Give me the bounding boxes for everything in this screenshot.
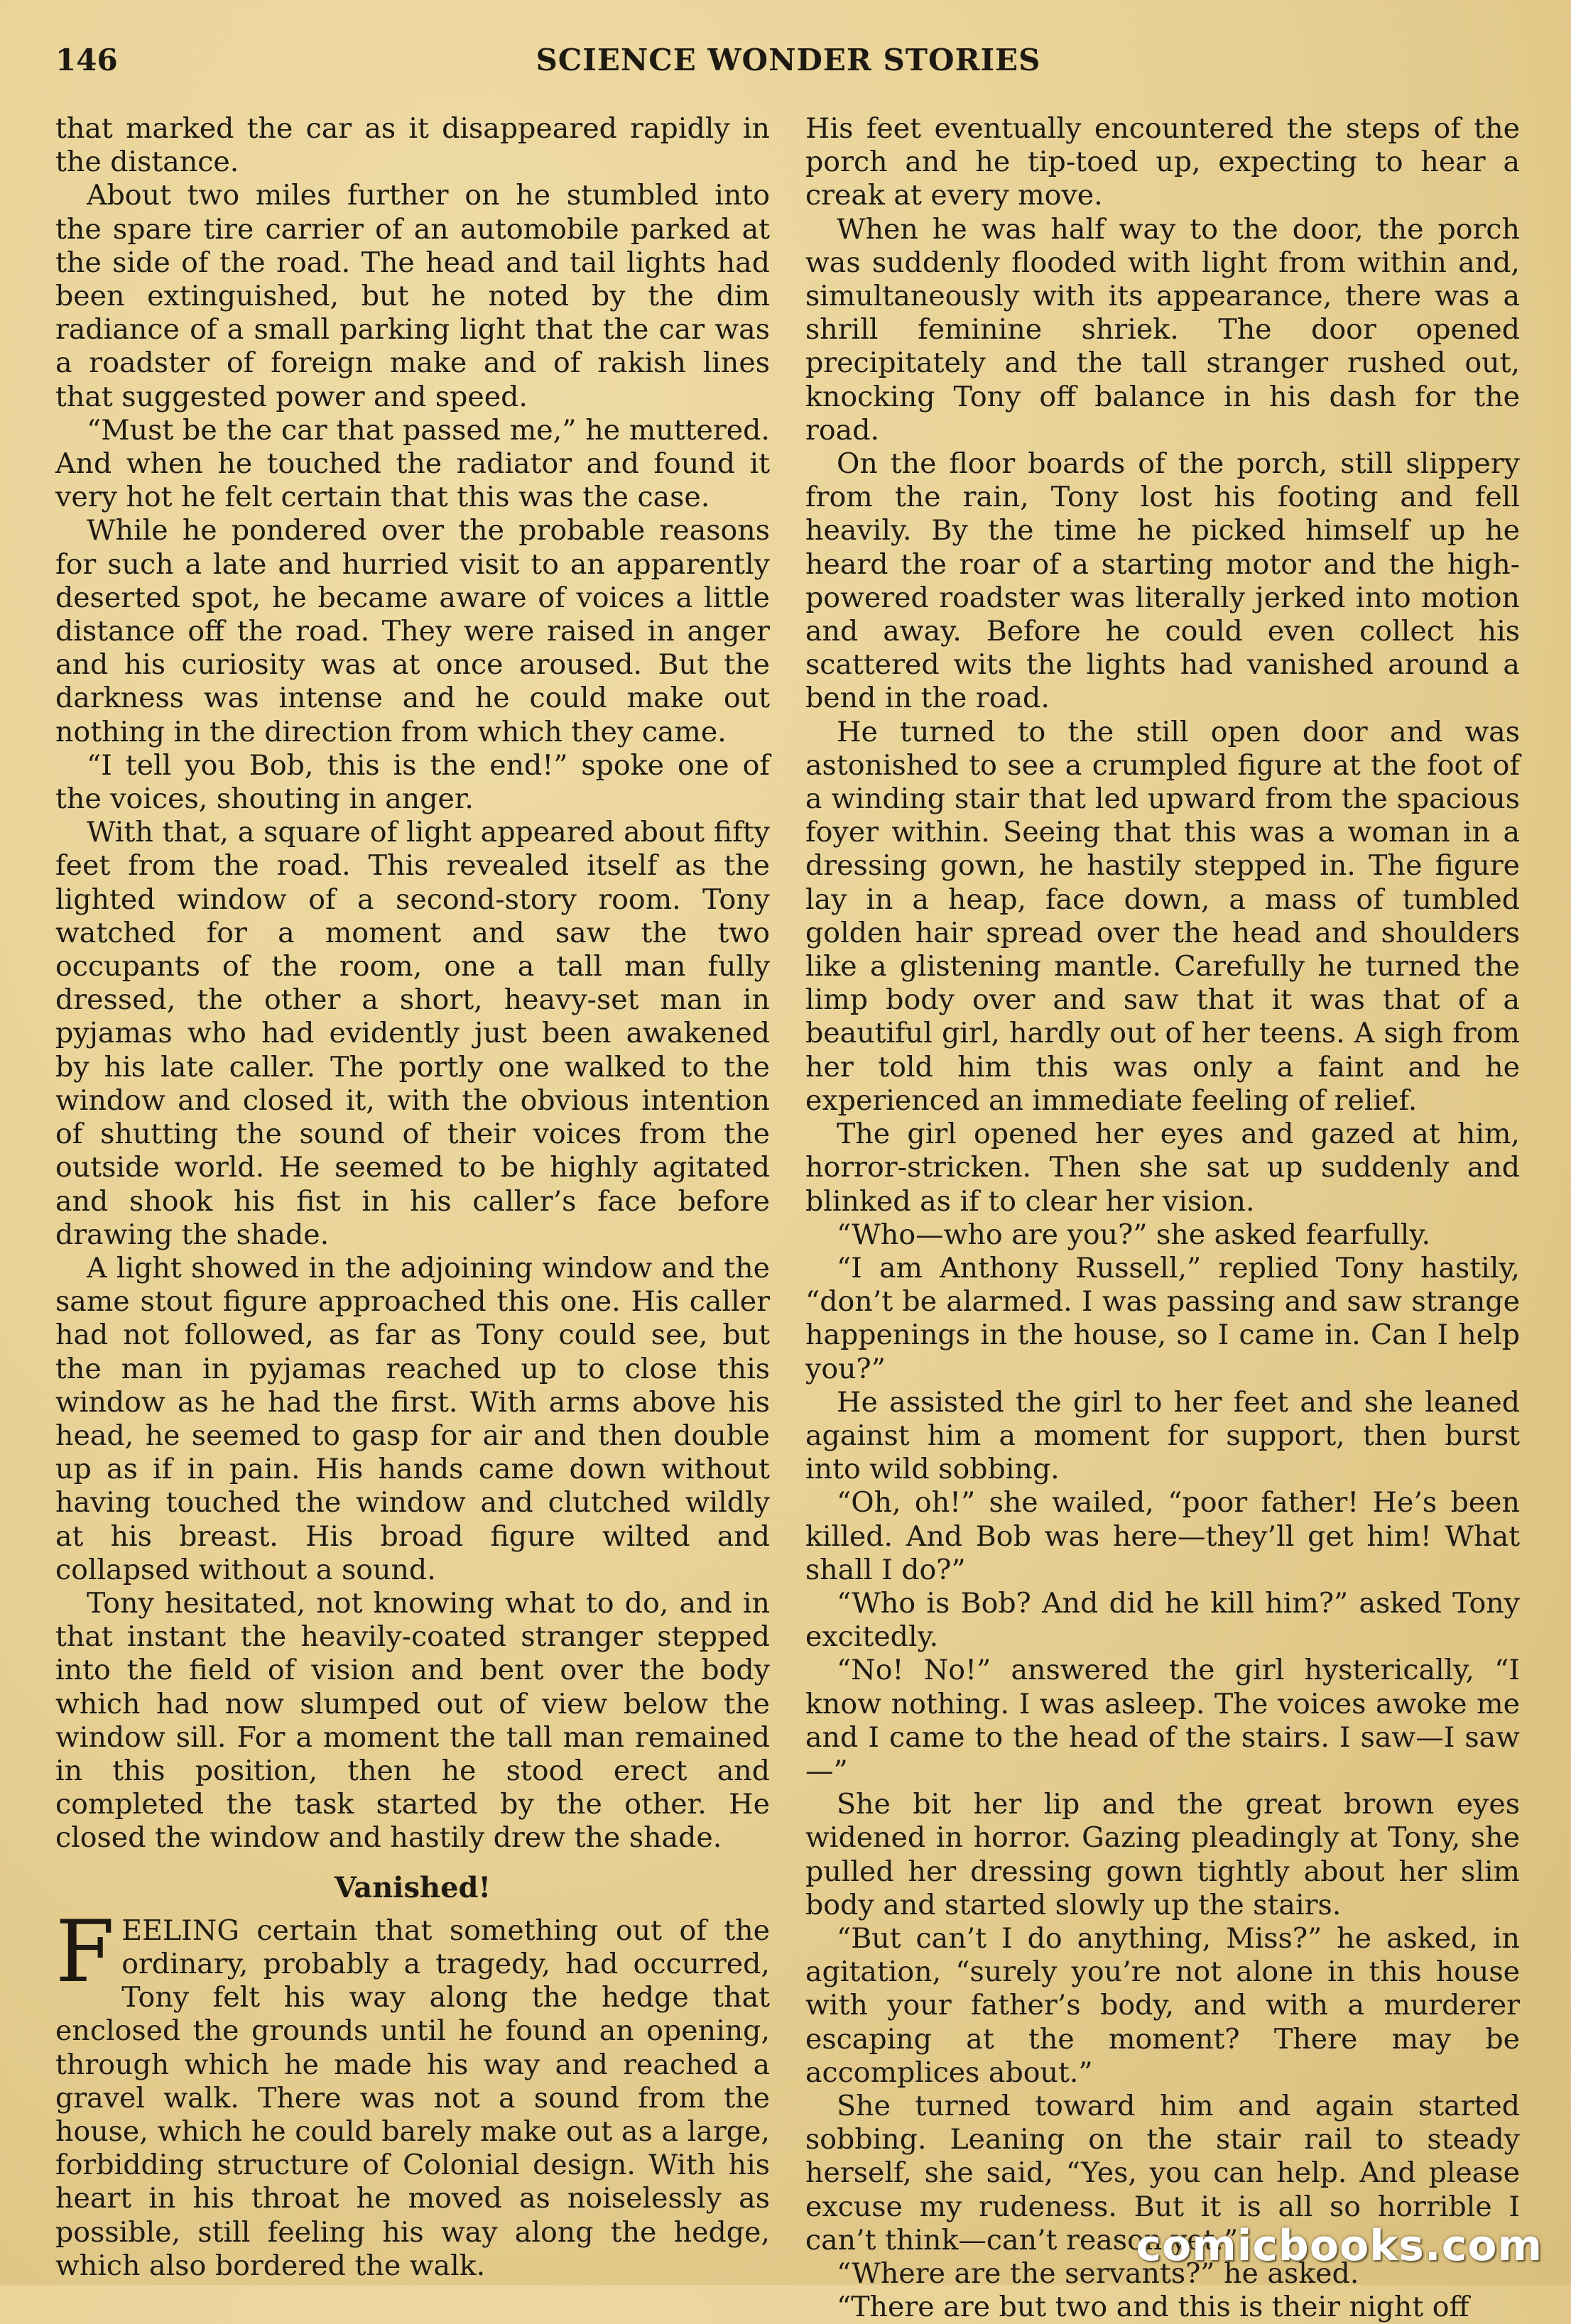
drop-cap: F bbox=[55, 1902, 115, 2002]
paragraph: that marked the car as it disappeared rapidly in the distance. bbox=[55, 112, 770, 179]
paragraph: “But can’t I do anything, Miss?” he asked, in agitation, “surely you’re not alone in this house with your father’s body, and with a murderer escaping at the moment? There may be accomplices about.” bbox=[805, 1921, 1520, 2089]
paragraph: While he pondered over the probable reasons for such a late and hurried visit to an apparently deserted spot, he became aware of voices a little distance off the road. They were raised in anger and his curiosity was at once aroused. But the darkness was intense and he could make out nothing in the direction from which they came. bbox=[55, 514, 770, 748]
paragraph: About two miles further on he stumbled into the spare tire carrier of an automobile parked at the side of the road. The head and tail lights had been extinguished, but he noted by the dim radiance of a small parking light that the car was a roadster of foreign make and of rakish lines that suggested power and speed. bbox=[55, 179, 770, 413]
paragraph: “No! No!” answered the girl hysterically, “I know nothing. I was asleep. The voices awoke me and I came to the head of the stairs. I saw—I saw—” bbox=[805, 1654, 1520, 1787]
paragraph: On the floor boards of the porch, still slippery from the rain, Tony lost his footing and fell heavily. By the time he picked himself up he heard the roar of a starting motor and the high-powered roadster was literally jerked into motion and away. Before he could even collect his scattered wits the lights had vanished around a bend in the road. bbox=[805, 447, 1520, 715]
left-column bbox=[55, 112, 770, 2283]
watermark-logo: comicbooks.com bbox=[1136, 2221, 1543, 2271]
paragraph: When he was half way to the door, the porch was suddenly flooded with light from within and, simultaneously with its appearance, there was a shrill feminine shriek. The door opened precipitately and the tall stranger rushed out, knocking Tony off balance in his dash for the road. bbox=[805, 212, 1520, 447]
paragraph: He turned to the still open door and was astonished to see a crumpled figure at the foot of a winding stair that led upward from the spacious foyer within. Seeing that this was a woman in a dressing gown, he hastily stepped in. The figure lay in a heap, face down, a mass of tumbled golden hair spread over the head and shoulders like a glistening mantle. Carefully he turned the limp body over and saw that it was that of a beautiful girl, hardly out of her teens. A sigh from her told him this was only a faint and he experienced an immediate feeling of relief. bbox=[805, 715, 1520, 1117]
dropcap-paragraph bbox=[55, 1902, 770, 2283]
paragraph: “I am Anthony Russell,” replied Tony hastily, “don’t be alarmed. I was passing and saw strange happenings in the house, so I came in. Can I help you?” bbox=[805, 1251, 1520, 1385]
paragraph: With that, a square of light appeared about fifty feet from the road. This revealed itself as the lighted window of a second-story room. Tony watched for a moment and saw the two occupants of the room, one a tall man fully dressed, the other a short, heavy-set man in pyjamas who had evidently just been awakened by his late caller. The portly one walked to the window and closed it, with the obvious intention of shutting the sound of their voices from the outside world. He seemed to be highly agitated and shook his fist in his caller’s face before drawing the shade. bbox=[55, 816, 770, 1251]
paragraph: “Who—who are you?” she asked fearfully. bbox=[837, 1218, 1431, 1251]
paragraph: “There are but two and this is their night off bbox=[837, 2291, 1469, 2324]
paragraph: The girl opened her eyes and gazed at him, horror-stricken. Then she sat up suddenly and blinked as if to clear her vision. bbox=[805, 1118, 1520, 1218]
paragraph: “Where are the servants?” he asked. bbox=[837, 2257, 1359, 2290]
paragraph: “Oh, oh!” she wailed, “poor father! He’s been killed. And Bob was here—they’ll get him! What shall I do?” bbox=[805, 1486, 1520, 1586]
paragraph: “Must be the car that passed me,” he muttered. And when he touched the radiator and found it very hot he felt certain that this was the case. bbox=[55, 413, 770, 514]
section-subhead: Vanished! bbox=[334, 1870, 491, 1904]
paragraph: She bit her lip and the great brown eyes widened in horror. Gazing pleadingly at Tony, she pulled her dressing gown tightly about her slim body and started slowly up the stairs. bbox=[805, 1788, 1520, 1921]
page-number: 146 bbox=[55, 43, 118, 77]
page-header bbox=[55, 37, 1521, 87]
right-column bbox=[805, 112, 1520, 2324]
paragraph: “Who is Bob? And did he kill him?” asked Tony excitedly. bbox=[805, 1586, 1520, 1654]
paragraph: She turned toward him and again started sobbing. Leaning on the stair rail to steady herself, she said, “Yes, you can help. And please excuse my rudeness. But it is all so horrible I can’t think—can’t reason yet.” bbox=[805, 2089, 1520, 2257]
paragraph: A light showed in the adjoining window and the same stout figure approached this one. His caller had not followed, as far as Tony could see, but the man in pyjamas reached up to close this window as he had the first. With arms above his head, he seemed to gasp for air and then double up as if in pain. His hands came down without having touched the window and clutched wildly at his breast. His broad figure wilted and collapsed without a sound. bbox=[55, 1251, 770, 1586]
dropcap-paragraph-text: EELING certain that something out of the ordinary, probably a tragedy, had occurred, Tony felt his way along the hedge that enclosed the grounds until he found an opening, through which he made his way and reached a gravel walk. There was not a sound from the house, which he could barely make out as a large, forbidding structure of Colonial design. With his heart in his throat he moved as noiselessly as possible, still feeling his way along the hedge, which also bordered the walk. bbox=[55, 1914, 770, 2282]
running-title: SCIENCE WONDER STORIES bbox=[536, 43, 1041, 77]
paragraph: His feet eventually encountered the steps of the porch and he tip-toed up, expecting to hear a creak at every move. bbox=[805, 112, 1520, 212]
paragraph: Tony hesitated, not knowing what to do, and in that instant the heavily-coated stranger stepped into the field of vision and bent over the body which had now slumped out of view below the window sill. For a moment the tall man remained in this position, then he stood erect and completed the task started by the other. He closed the window and hastily drew the shade. bbox=[55, 1586, 770, 1855]
paragraph: He assisted the girl to her feet and she leaned against him a moment for support, then burst into wild sobbing. bbox=[805, 1385, 1520, 1486]
paragraph: “I tell you Bob, this is the end!” spoke one of the voices, shouting in anger. bbox=[55, 748, 770, 816]
